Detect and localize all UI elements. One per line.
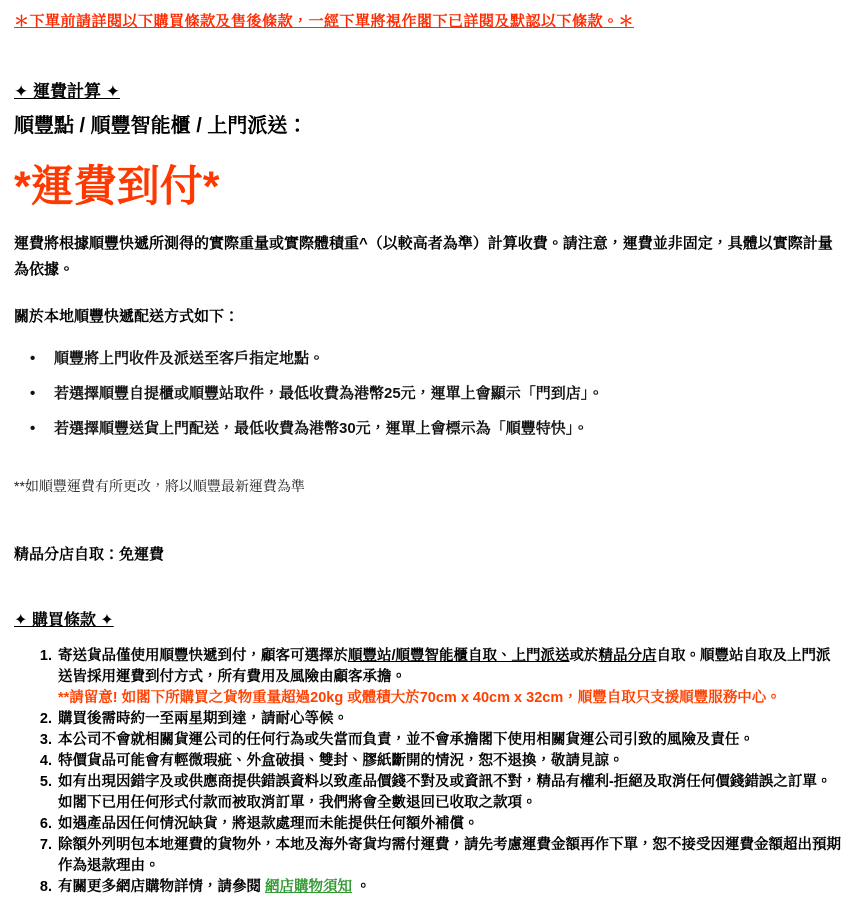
term-item-8 — [14, 877, 845, 898]
term-number: 7. — [39, 837, 52, 854]
term-item-4 — [14, 751, 845, 772]
shipping-methods-line: 順豐點 / 順豐智能櫃 / 上門派送： — [14, 115, 308, 137]
pickup-options-underlined: 順豐站/順豐智能櫃自取、上門派送 — [348, 648, 570, 665]
shipping-calc-heading: ✦ 運費計算 ✦ — [14, 82, 120, 101]
term-number: 3. — [39, 732, 52, 749]
term-number: 5. — [39, 774, 52, 791]
term-text — [54, 877, 845, 898]
fee-change-note: **如順豐運費有所更改，將以順豐最新運費為準 — [14, 477, 305, 494]
term-number: 1. — [39, 648, 52, 665]
fee-calculation-paragraph: 運費將根據順豐快遞所測得的實際重量或實際體積重^（以較高者為準）計算收費。請注意，運費並非固定，具體以實際計量為依據。 — [14, 235, 833, 278]
term-text: 如有出現因錯字及或供應商提供錯誤資料以致產品價錢不對及或資訊不對，精品有權利-拒絕及取消任何價錢錯誤之訂單。如閣下已用任何形式付款而被取消訂單，我們將會全數退回已收取之款項。 — [58, 774, 832, 812]
delivery-options-list — [14, 348, 845, 439]
term-segment: 或於 — [569, 648, 599, 665]
term-text: 本公司不會就相關貨運公司的任何行為或失當而負責，並不會承擔閣下使用相關貨運公司引致的風險及責任。 — [58, 732, 754, 749]
term-text: 特價貨品可能會有輕微瑕疵、外盒破損、雙封、膠紙斷開的情況，恕不退換，敬請見諒。 — [58, 753, 624, 770]
bullet-icon: • — [30, 419, 36, 437]
term-number: 8. — [39, 879, 52, 896]
term-text: 除額外列明包本地運費的貨物外，本地及海外寄貨均需付運費，請先考慮運費金額再作下單，恕不接受因運費金額超出預期作為退款理由。 — [58, 837, 841, 875]
term-segment: 。 — [352, 879, 371, 896]
term-item-7 — [14, 835, 845, 877]
delivery-option-text: 若選擇順豐自提櫃或順豐站取件，最低收費為港幣25元，運單上會顯示「門到店」。 — [54, 384, 604, 402]
list-item — [14, 348, 845, 369]
term-number: 2. — [39, 711, 52, 728]
bullet-icon: • — [30, 384, 36, 402]
term-number: 6. — [39, 816, 52, 833]
boutique-store-underlined: 精品分店 — [598, 648, 657, 665]
term-segment: 有關更多網店購物詳情，請參閱 — [58, 879, 266, 896]
delivery-option-text: 若選擇順豐送貨上門配送，最低收費為港幣30元，運單上會標示為「順豐特快」。 — [54, 419, 589, 437]
term-text — [54, 646, 845, 709]
term-text: 購買後需時約一至兩星期到達，請耐心等候。 — [58, 711, 348, 728]
list-item — [14, 383, 845, 404]
term-item-5 — [14, 772, 845, 814]
store-pickup-note: 精品分店自取：免運費 — [14, 545, 165, 563]
term-number: 4. — [39, 753, 52, 770]
local-delivery-intro: 關於本地順豐快遞配送方式如下： — [14, 308, 240, 326]
term-item-1 — [14, 646, 845, 709]
term-segment: 寄送貨品僅使用順豐快遞到付，顧客可選擇於 — [58, 648, 348, 665]
purchase-terms-list — [14, 646, 845, 898]
purchase-terms-heading: ✦ 購買條款 ✦ — [14, 612, 114, 630]
delivery-option-text: 順豐將上門收件及派送至客戶指定地點。 — [54, 349, 325, 367]
freight-collect-title: *運費到付* — [14, 163, 220, 211]
term-segment: 自取。順豐站自取及上門派送皆採用運費到付方式，所有費用及風險由顧客承擔。 — [58, 648, 831, 686]
bullet-icon: • — [30, 349, 36, 367]
term-item-2 — [14, 709, 845, 730]
term-item-6 — [14, 814, 845, 835]
shop-guide-link[interactable]: 網店購物須知 — [265, 879, 353, 896]
oversize-parcel-warning: **請留意! 如閣下所購買之貨物重量超過20kg 或體積大於70cm x 40cm x 32cm，順豐自取只支援順豐服務中心。 — [58, 690, 781, 707]
list-item — [14, 418, 845, 439]
pre-order-warning: ＊下單前請詳閱以下購買條款及售後條款，一經下單將視作閣下已詳閱及默認以下條款。＊ — [14, 13, 635, 30]
term-text: 如遇產品因任何情況缺貨，將退款處理而未能提供任何額外補償。 — [58, 816, 479, 833]
term-item-3 — [14, 730, 845, 751]
